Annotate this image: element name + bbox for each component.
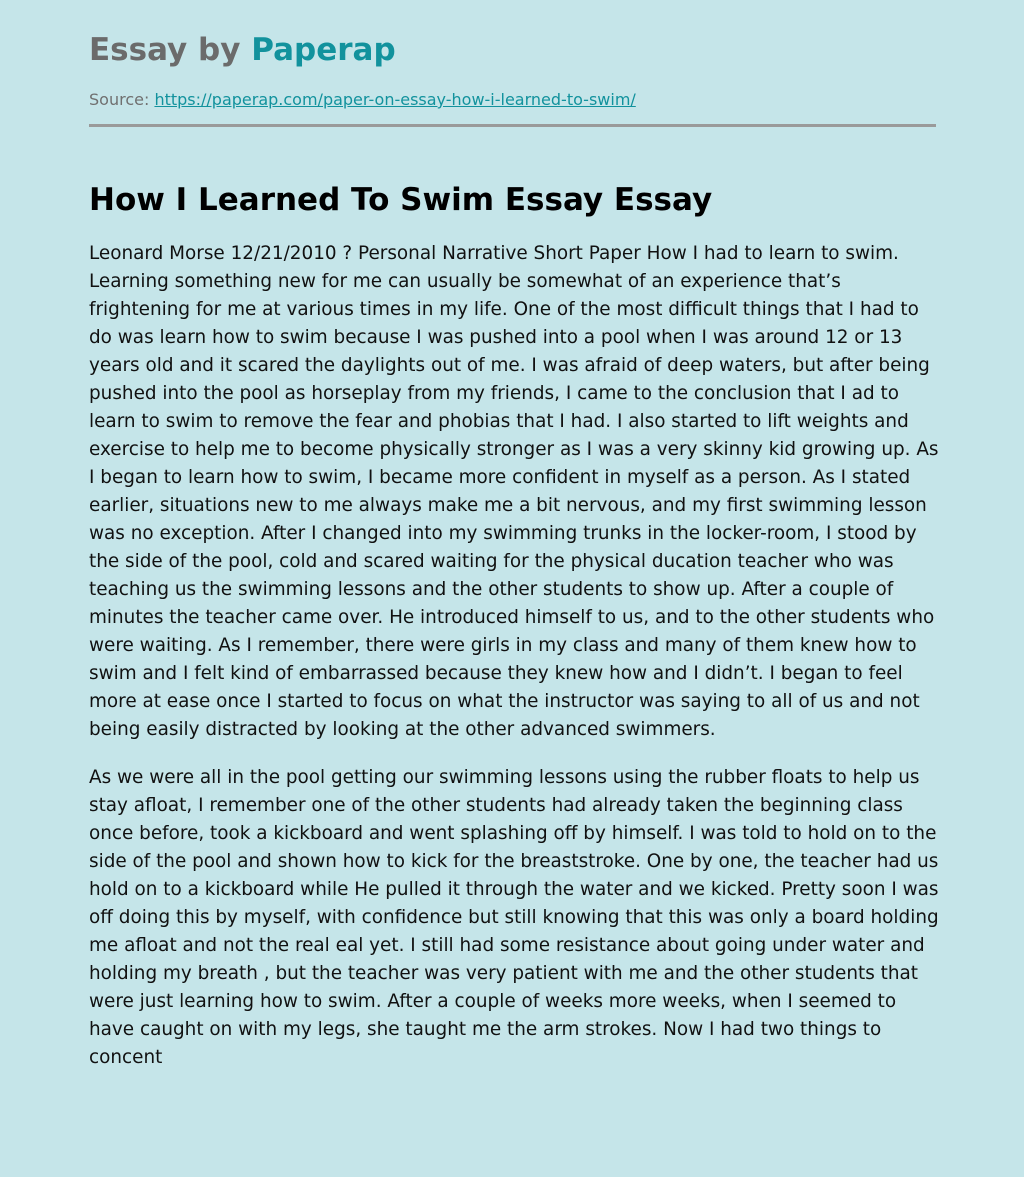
paragraph: As we were all in the pool getting our swimming lessons using the rubber floats to help us stay afloat, I remember one of the other students had already taken the beginning class once before, took a kickboard and went splashing off by himself. I was told to hold on to the side of the pool and shown how to kick for the breaststroke. One by one, the teacher had us hold on to a kickboard while He pulled it through the water and we kicked. Pretty soon I was off doing this by myself, with confidence but still knowing that this was only a board holding me afloat and not the real eal yet. I still had some resistance about going under water and holding my breath , but the teacher was very patient with me and the other students that were just learning how to swim. After a couple of weeks more weeks, when I seemed to have caught on with my legs, she taught me the arm strokes. Now I had two things to concent bbox=[89, 767, 939, 1068]
source-label: Source: bbox=[89, 90, 150, 109]
brand-prefix: Essay by bbox=[89, 32, 241, 68]
essay-body bbox=[89, 240, 939, 1092]
paragraph: Leonard Morse 12/21/2010 ? Personal Narrative Short Paper How I had to learn to swim. Learning something new for me can usually be somewhat of an experience that’s frightening for me at various times in my life. One of the most difficult things that I had to do was learn how to swim because I was pushed into a pool when I was around 12 or 13 years old and it scared the daylights out of me. I was afraid of deep waters, but after being pushed into the pool as horseplay from my friends, I came to the conclusion that I ad to learn to swim to remove the fear and phobias that I had. I also started to lift weights and exercise to help me to become physically stronger as I was a very skinny kid growing up. As I began to learn how to swim, I became more confident in myself as a person. As I stated earlier, situations new to me always make me a bit nervous, and my first swimming lesson was no exception. After I changed into my swimming trunks in the locker-room, I stood by the side of the pool, cold and scared waiting for the physical ducation teacher who was teaching us the swimming lessons and the other students to show up. After a couple of minutes the teacher came over. He introduced himself to us, and to the other students who were waiting. As I remember, there were girls in my class and many of them knew how to swim and I felt kind of embarrassed because they knew how and I didn’t. I began to feel more at ease once I started to focus on what the instructor was saying to all of us and not being easily distracted by looking at the other advanced swimmers. bbox=[89, 243, 939, 740]
page-title: How I Learned To Swim Essay Essay bbox=[89, 182, 713, 218]
brand-name: Paperap bbox=[251, 32, 396, 68]
source-line bbox=[89, 89, 636, 111]
header-divider bbox=[89, 124, 936, 127]
source-link[interactable]: https://paperap.com/paper-on-essay-how-i-learned-to-swim/ bbox=[154, 90, 636, 109]
site-brand[interactable] bbox=[89, 30, 396, 70]
